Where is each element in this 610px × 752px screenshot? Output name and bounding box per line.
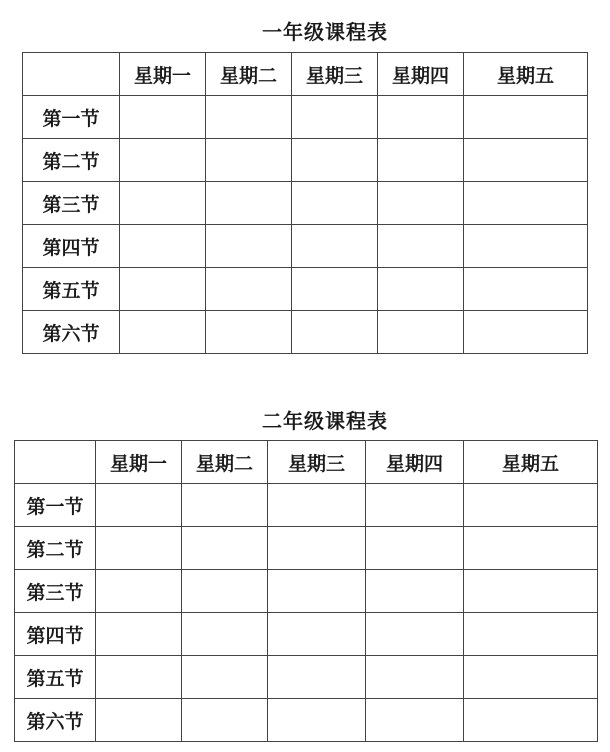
schedule-cell <box>464 311 588 354</box>
schedule-cell <box>120 182 206 225</box>
day-header: 星期四 <box>378 53 464 96</box>
schedule-cell <box>366 527 464 570</box>
grade1-schedule-table <box>22 52 588 354</box>
schedule-cell <box>464 570 598 613</box>
schedule-cell <box>120 225 206 268</box>
table-row <box>15 527 598 570</box>
schedule-cell <box>268 699 366 742</box>
schedule-cell <box>292 225 378 268</box>
schedule-cell <box>464 225 588 268</box>
day-header: 星期二 <box>182 441 268 484</box>
schedule-cell <box>292 268 378 311</box>
schedule-cell <box>206 311 292 354</box>
schedule-cell <box>292 182 378 225</box>
schedule-cell <box>378 225 464 268</box>
schedule-cell <box>182 527 268 570</box>
table-row <box>23 182 588 225</box>
period-label: 第一节 <box>23 96 120 139</box>
schedule-cell <box>120 311 206 354</box>
period-label: 第三节 <box>23 182 120 225</box>
schedule-cell <box>366 613 464 656</box>
schedule-cell <box>378 139 464 182</box>
period-label: 第四节 <box>23 225 120 268</box>
schedule-cell <box>206 225 292 268</box>
schedule-cell <box>268 570 366 613</box>
schedule-cell <box>182 699 268 742</box>
schedule-cell <box>182 484 268 527</box>
period-label: 第二节 <box>15 527 96 570</box>
schedule-cell <box>268 484 366 527</box>
schedule-cell <box>96 570 182 613</box>
period-label: 第五节 <box>23 268 120 311</box>
schedule-cell <box>366 484 464 527</box>
schedule-cell <box>464 699 598 742</box>
schedule-cell <box>206 182 292 225</box>
table-row <box>15 656 598 699</box>
schedule-cell <box>366 656 464 699</box>
corner-cell <box>15 441 96 484</box>
day-header: 星期一 <box>96 441 182 484</box>
header-row <box>15 441 598 484</box>
schedule-cell <box>96 527 182 570</box>
schedule-cell <box>96 656 182 699</box>
table-row <box>15 699 598 742</box>
schedule-cell <box>464 139 588 182</box>
day-header: 星期五 <box>464 441 598 484</box>
schedule-cell <box>464 96 588 139</box>
grade2-schedule-table <box>14 440 598 742</box>
schedule-cell <box>96 613 182 656</box>
period-label: 第六节 <box>15 699 96 742</box>
period-label: 第五节 <box>15 656 96 699</box>
grade2-schedule-title: 二年级课程表 <box>262 409 388 433</box>
period-label: 第六节 <box>23 311 120 354</box>
schedule-cell <box>292 96 378 139</box>
table-row <box>23 268 588 311</box>
corner-cell <box>23 53 120 96</box>
schedule-cell <box>366 699 464 742</box>
period-label: 第二节 <box>23 139 120 182</box>
schedule-cell <box>96 484 182 527</box>
table-row <box>23 311 588 354</box>
schedule-cell <box>292 139 378 182</box>
schedule-cell <box>182 656 268 699</box>
schedule-cell <box>292 311 378 354</box>
table-row <box>23 139 588 182</box>
schedule-cell <box>464 268 588 311</box>
schedule-cell <box>96 699 182 742</box>
schedule-cell <box>268 656 366 699</box>
schedule-cell <box>378 96 464 139</box>
schedule-cell <box>464 613 598 656</box>
table-row <box>15 613 598 656</box>
table-row <box>15 570 598 613</box>
header-row <box>23 53 588 96</box>
table-row <box>15 484 598 527</box>
day-header: 星期三 <box>292 53 378 96</box>
schedule-cell <box>378 182 464 225</box>
day-header: 星期三 <box>268 441 366 484</box>
schedule-cell <box>120 139 206 182</box>
schedule-cell <box>120 96 206 139</box>
day-header: 星期四 <box>366 441 464 484</box>
schedule-cell <box>464 527 598 570</box>
day-header: 星期二 <box>206 53 292 96</box>
grade1-schedule-title: 一年级课程表 <box>262 20 388 44</box>
table-row <box>23 96 588 139</box>
day-header: 星期五 <box>464 53 588 96</box>
table-row <box>23 225 588 268</box>
period-label: 第一节 <box>15 484 96 527</box>
schedule-cell <box>206 139 292 182</box>
schedule-cell <box>206 96 292 139</box>
schedule-cell <box>268 527 366 570</box>
day-header: 星期一 <box>120 53 206 96</box>
schedule-cell <box>182 613 268 656</box>
schedule-cell <box>378 268 464 311</box>
schedule-cell <box>464 484 598 527</box>
schedule-cell <box>366 570 464 613</box>
schedule-cell <box>464 182 588 225</box>
period-label: 第三节 <box>15 570 96 613</box>
schedule-cell <box>378 311 464 354</box>
schedule-cell <box>268 613 366 656</box>
schedule-cell <box>120 268 206 311</box>
schedule-cell <box>182 570 268 613</box>
schedule-cell <box>464 656 598 699</box>
period-label: 第四节 <box>15 613 96 656</box>
schedule-cell <box>206 268 292 311</box>
